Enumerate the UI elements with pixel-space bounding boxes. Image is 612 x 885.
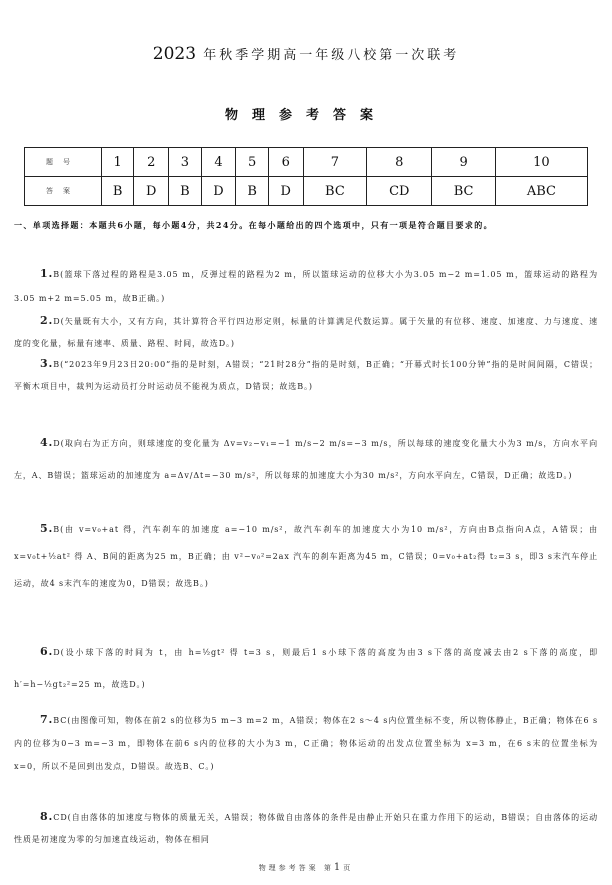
question-7 [14,708,598,778]
answer-row [25,177,588,206]
question-number-row [25,148,588,177]
answer-cell: B [236,177,268,206]
question-number-cell: 10 [495,148,587,177]
question-number: 2. [40,314,54,327]
question-number: 4. [40,436,54,449]
footer-page-suffix: 页 [343,864,354,872]
document-title: 物理参考答案 [224,108,387,123]
question-number-cell: 8 [367,148,432,177]
question-number: 3. [40,357,54,370]
exam-title-text: 年秋季学期高一年级八校第一次联考 [203,48,460,63]
question-explanation: BC(由图像可知，物体在前2 s的位移为5 m−3 m=2 m，A错误；物体在2 s～4 s内位置坐标不变，所以物体静止，B正确；物体在6 s内的位移为0−3 m=−3 m，即物体在前6 s内的位移的大小为3 m，C正确；物体运动的出发点位置坐标为 x=3 m，在6 s末的位置坐标为 x=0，所以不是回到出发点，D错误。故选B、C。) [14,716,598,771]
question-explanation: CD(自由落体的加速度与物体的质量无关，A错误；物体做自由落体的条件是由静止开始只在重力作用下的运动，B错误；自由落体的运动性质是初速度为零的匀加速直线运动，物体在相同 [14,813,598,844]
page-footer [0,862,612,873]
question-number-cell: 7 [303,148,366,177]
question-4 [14,427,598,492]
question-2 [14,310,598,355]
section-intro: 一、单项选择题：本题共6小题，每小题4分，共24分。在每小题给出的四个选项中，只有一项是符合题目要求的。 [14,220,494,230]
answer-cell: D [268,177,303,206]
answer-cell: BC [432,177,495,206]
question-number-cell: 9 [432,148,495,177]
question-number: 7. [40,713,54,726]
question-1 [14,262,598,311]
question-explanation: D(设小球下落的时间为 t，由 h=½gt² 得 t=3 s，则最后1 s小球下落的高度为由3 s下落的高度减去由2 s下落的高度，即 h′=h−½gt₂²=25 m，故选D。) [14,648,598,689]
answer-cell: D [201,177,236,206]
footer-page-prefix: 第 [323,864,334,872]
row-label-question-number: 题号 [25,148,102,177]
question-explanation: D(矢量既有大小，又有方向，其计算符合平行四边形定则，标量的计算满足代数运算。属于矢量的有位移、速度、加速度、力与速度、速度的变化量，标量有速率、质量、路程、时间，故选D。) [14,317,598,348]
question-number: 5. [40,522,54,535]
question-explanation: B(“2023年9月23日20:00”指的是时刻，A错误；“21时28分”指的是时刻，B正确；“开幕式时长100分钟”指的是时间间隔，C错误；平衡木项目中，裁判为运动员打分时运动员不能视为质点，D错误；故选B。) [14,360,598,391]
question-number-cell: 4 [201,148,236,177]
question-number: 1. [40,267,54,280]
question-number-cell: 1 [102,148,134,177]
question-explanation: B(由 v=v₀+at 得，汽车刹车的加速度 a=−10 m/s²，故汽车刹车的加速度大小为10 m/s²，方向由B点指向A点，A错误；由 x=v₀t+½at² 得 A、B间的距离为25 m，B正确；由 v²−v₀²=2ax 汽车的刹车距离为45 m，C错误；0=v₀+at₂得 t₂=3 s，即3 s末汽车停止运动，故4 s末汽车的速度为0，D错误；故选B。) [14,525,598,588]
question-number-cell: 5 [236,148,268,177]
footer-label: 物理参考答案 [258,864,319,872]
answer-cell: CD [367,177,432,206]
answer-cell: B [102,177,134,206]
question-number: 8. [40,810,54,823]
question-number-cell: 3 [169,148,201,177]
page-number: 1 [333,862,344,873]
question-6 [14,636,598,701]
answer-cell: BC [303,177,366,206]
answer-table [24,147,588,206]
question-number-cell: 6 [268,148,303,177]
question-explanation: D(取向右为正方向，则球速度的变化量为 Δv=v₂−v₁=−1 m/s−2 m/s=−3 m/s，所以每球的速度变化量大小为3 m/s，方向水平向左，A、B错误；篮球运动的加速度为 a=Δv/Δt=−30 m/s²，所以每球的加速度大小为30 m/s²，方向水平向左，C错误，D正确；故选D。) [14,439,598,480]
answer-cell: ABC [495,177,587,206]
row-label-answer: 答案 [25,177,102,206]
question-number: 6. [40,645,54,658]
answer-cell: B [169,177,201,206]
question-3 [14,353,598,398]
answer-cell: D [134,177,169,206]
question-number-cell: 2 [134,148,169,177]
exam-year: 2023 [152,44,197,64]
question-5 [14,515,598,597]
exam-title [0,44,612,64]
question-explanation: B(篮球下落过程的路程是3.05 m，反弹过程的路程为2 m，所以篮球运动的位移大小为3.05 m−2 m=1.05 m，篮球运动的路程为3.05 m+2 m=5.05 m，故B正确。) [14,270,598,303]
question-8 [14,806,598,851]
